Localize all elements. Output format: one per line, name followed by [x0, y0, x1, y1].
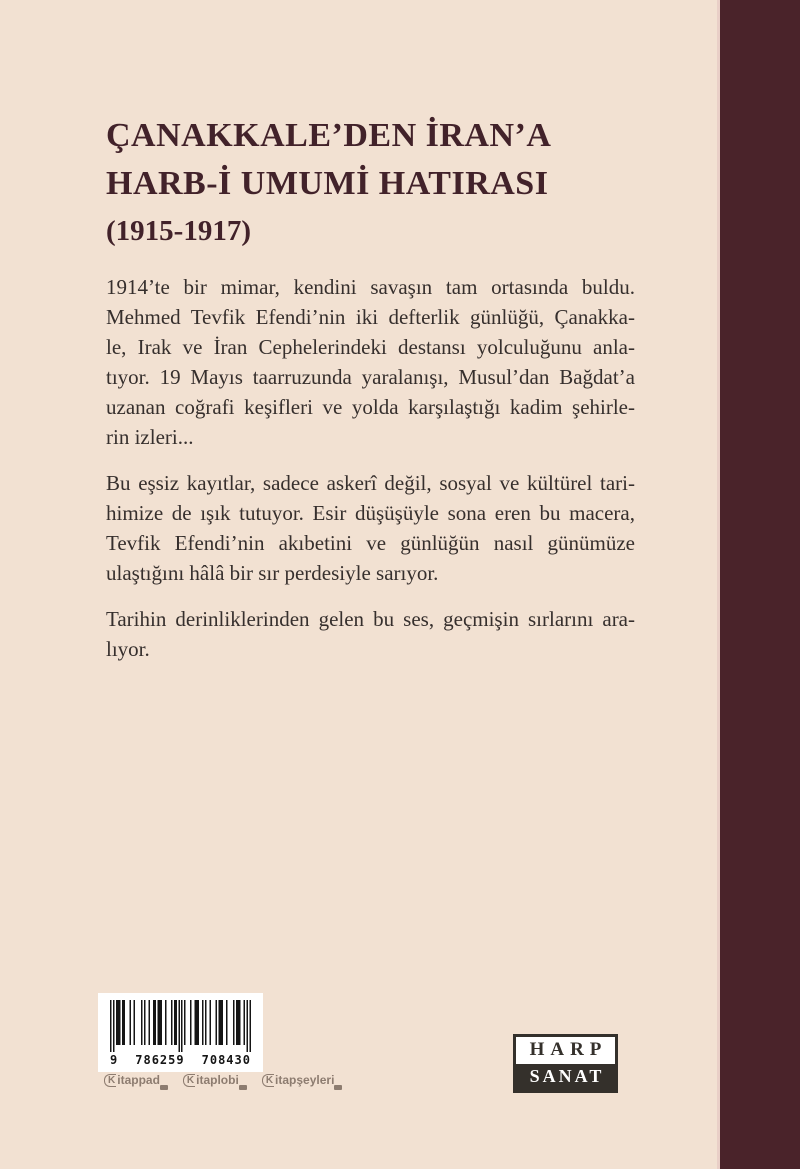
- bookstore-logo: [262, 1073, 343, 1090]
- bookstore-k-icon: K: [104, 1074, 116, 1087]
- isbn-digits-left: 786259: [135, 1053, 185, 1067]
- synopsis-line: lıyor.: [106, 637, 150, 661]
- synopsis-line: uzanan coğrafi keşifleri ve yolda karşılaştığı kadim şehirle-: [106, 395, 635, 419]
- synopsis-line: tıyor. 19 Mayıs taarruzunda yaralanışı, Musul’dan Bağdat’a: [106, 365, 635, 389]
- synopsis-line: le, Irak ve İran Cephelerindeki destansı yolculuğunu anla-: [106, 335, 635, 359]
- synopsis-line: 1914’te bir mimar, kendini savaşın tam ortasında buldu.: [106, 275, 635, 299]
- bookstore-logos-row: [104, 1073, 342, 1090]
- publisher-logo-harp: HARP: [516, 1037, 615, 1064]
- synopsis-paragraph: [106, 604, 635, 664]
- isbn-barcode: [98, 993, 263, 1072]
- book-title-years: (1915-1917): [106, 215, 251, 247]
- barcode-bars: [110, 1000, 251, 1052]
- synopsis-line: rin izleri...: [106, 425, 194, 449]
- bookstore-logo-label: itapşeyleri: [275, 1073, 335, 1087]
- isbn-digits-right: 708430: [201, 1053, 251, 1067]
- bookstore-logo-label: itappad: [117, 1073, 160, 1087]
- book-title-line1: ÇANAKKALE’DEN İRAN’A: [106, 117, 552, 154]
- bookstore-logo-label: itaplobi: [196, 1073, 239, 1087]
- isbn-digit-first: 9: [110, 1053, 119, 1067]
- spine-band: [720, 0, 800, 1169]
- book-title: [106, 0, 635, 208]
- bookstore-logo: [183, 1073, 247, 1090]
- synopsis-line: Tevfik Efendi’nin akıbetini ve günlüğün nasıl günümüze: [106, 531, 635, 555]
- book-title-line2: HARB-İ UMUMİ HATIRASI: [106, 165, 549, 202]
- bookstore-k-icon: K: [262, 1074, 274, 1087]
- synopsis-line: Tarihin derinliklerinden gelen bu ses, geçmişin sırlarını ara-: [106, 607, 635, 631]
- synopsis-line: himize de ışık tutuyor. Esir düşüşüyle sona eren bu macera,: [106, 501, 635, 525]
- synopsis-paragraph: [106, 272, 635, 452]
- isbn-number: [110, 1053, 251, 1067]
- bookstore-logo: [104, 1073, 168, 1090]
- synopsis-line: ulaştığını hâlâ bir sır perdesiyle sarıyor.: [106, 561, 439, 585]
- publisher-logo-sanat: SANAT: [516, 1064, 615, 1091]
- back-cover-text-column: [106, 0, 635, 664]
- bookstore-k-icon: K: [183, 1074, 195, 1087]
- synopsis-line: Bu eşsiz kayıtlar, sadece askerî değil, sosyal ve kültürel tari-: [106, 471, 635, 495]
- synopsis: [106, 272, 635, 664]
- synopsis-paragraph: [106, 468, 635, 588]
- publisher-logo: [513, 1034, 618, 1093]
- synopsis-line: Mehmed Tevfik Efendi’nin iki defterlik günlüğü, Çanakka-: [106, 305, 635, 329]
